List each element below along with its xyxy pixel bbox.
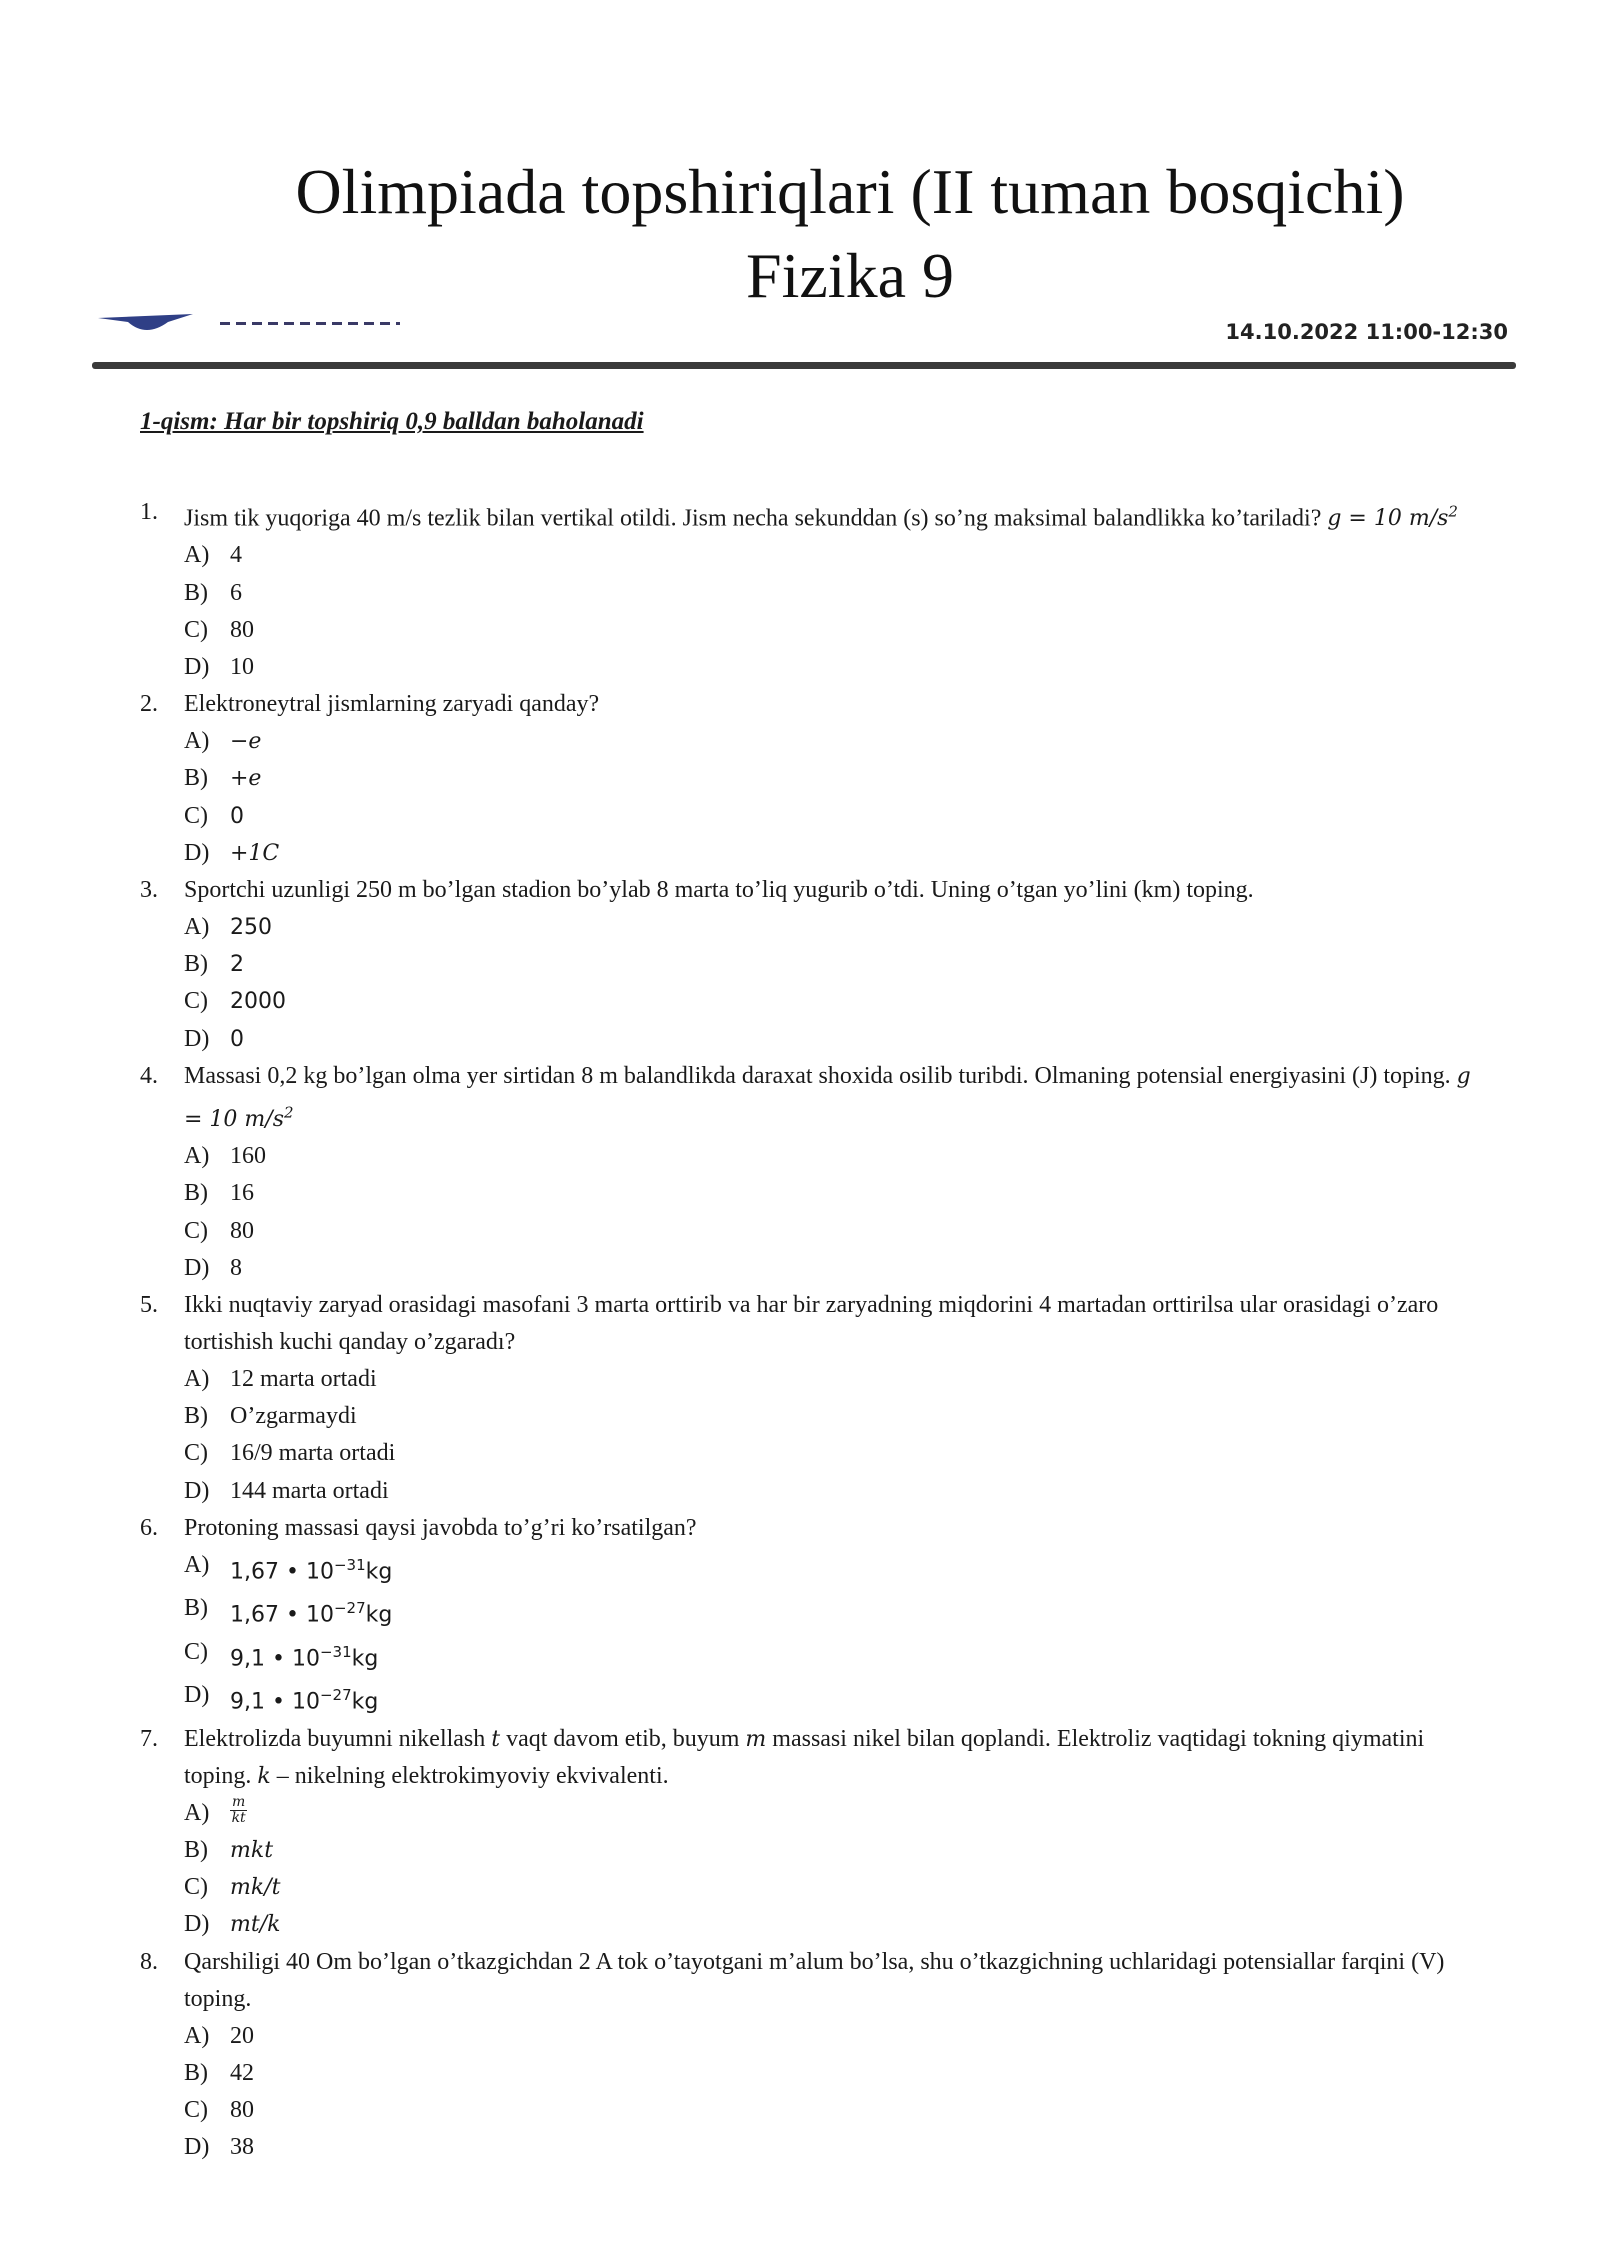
- question-5: [140, 1287, 1480, 1510]
- question-2: [140, 686, 1480, 872]
- question-4: [140, 1058, 1480, 1287]
- question-number: 1.: [140, 499, 158, 525]
- option-d[interactable]: D) 144 marta ortadi: [184, 1477, 389, 1504]
- question-number: 3.: [140, 876, 158, 903]
- section-title: 1-qism: Har bir topshiriq 0,9 balldan baholanadi: [140, 408, 644, 435]
- question-3: [140, 872, 1480, 1058]
- option-b[interactable]: B) 6: [184, 579, 242, 606]
- question-text: Qarshiligi 40 Om bo’lgan o’tkazgichdan 2 A tok o’tayotgani m’alum bo’lsa, shu o’tkazgichning uchlaridagi potensiallar farqini (V) toping.: [184, 1948, 1445, 2012]
- page-title: Olimpiada topshiriqlari (II tuman bosqichi): [295, 156, 1405, 227]
- option-b[interactable]: B) +e: [184, 765, 262, 792]
- question-text: Protoning massasi qaysi javobda to’g’ri ko’rsatilgan?: [184, 1514, 697, 1541]
- question-list: [140, 494, 1480, 2166]
- option-a[interactable]: A) 20: [184, 2022, 254, 2049]
- logo-icon: [98, 310, 193, 340]
- option-d[interactable]: D) 10: [184, 653, 254, 680]
- option-c[interactable]: C) 9,1 • $10^{-31}kg$: [184, 1638, 379, 1672]
- question-number: 6.: [140, 1514, 158, 1541]
- question-text: Elektrolizda buyumni nikellash t vaqt davom etib, buyum m massasi nikel bilan qoplandi. Elektroliz vaqtidagi tokning qiymatini toping. k – nikelning elektrokimyoviy ekvivalenti.: [184, 1725, 1425, 1789]
- option-b[interactable]: B) 42: [184, 2059, 254, 2086]
- exam-datetime: 14.10.2022 11:00-12:30: [1225, 320, 1508, 344]
- question-number: 5.: [140, 1291, 158, 1318]
- option-a[interactable]: A) 160: [184, 1143, 266, 1170]
- option-a[interactable]: A) $\frac{m}{kt}$: [140, 1795, 1480, 1832]
- question-text: Sportchi uzunligi 250 m bo’lgan stadion bo’ylab 8 marta to’liq yugurib o’tdi. Uning o’tgan yo’lini (km) toping.: [184, 876, 1254, 903]
- option-b[interactable]: B) mkt: [184, 1837, 274, 1864]
- question-8: [140, 1944, 1480, 2167]
- question-text: Elektroneytral jismlarning zaryadi qanday?: [184, 691, 600, 718]
- option-c[interactable]: C) 80: [184, 616, 254, 643]
- option-b[interactable]: B) 2: [184, 951, 244, 978]
- question-number: 2.: [140, 691, 158, 718]
- option-a[interactable]: A) 250: [184, 913, 272, 940]
- page-subtitle: Fizika 9: [746, 240, 954, 311]
- question-text: Jism tik yuqoriga 40 m/s tezlik bilan vertikal otildi. Jism necha sekunddan (s) so’ng maksimal balandlikka ko’tariladi? g = 10 $m/s^2$: [184, 503, 1458, 532]
- option-d[interactable]: D) +1C: [184, 839, 280, 866]
- question-number: 4.: [140, 1062, 158, 1089]
- option-c[interactable]: C) 2000: [184, 988, 286, 1015]
- header-rule: [92, 362, 1516, 369]
- option-c[interactable]: C) 16/9 marta ortadi: [184, 1440, 396, 1467]
- question-7: [140, 1721, 1480, 1944]
- option-d[interactable]: D) 0: [184, 1025, 244, 1052]
- question-number: 8.: [140, 1948, 158, 1975]
- question-text: Ikki nuqtaviy zaryad orasidagi masofani 3 marta orttirib va har bir zaryadning miqdorini 4 martadan orttirilsa ular orasidagi o’zaro tortishish kuchi qanday o’zgaradı?: [184, 1291, 1439, 1355]
- option-b[interactable]: B) O’zgarmaydi: [184, 1403, 357, 1430]
- option-a[interactable]: A) 12 marta ortadi: [184, 1365, 377, 1392]
- option-a[interactable]: A) 4: [184, 542, 242, 569]
- option-a[interactable]: A) 1,67 • $10^{-31}kg$: [184, 1551, 393, 1585]
- fraction: $\frac{m}{kt}$: [231, 1793, 246, 1826]
- question-6: [140, 1510, 1480, 1721]
- question-1: [140, 494, 1480, 686]
- formula: g = 10 $m/s^2$: [184, 1063, 1471, 1133]
- option-b[interactable]: B) 1,67 • $10^{-27}kg$: [184, 1595, 393, 1628]
- question-text: Massasi 0,2 kg bo’lgan olma yer sirtidan 8 m balandlikda daraxat shoxida osilib turibdi. Olmaning potensial energiyasini (J) toping. g = 10 $m/s^2$: [184, 1062, 1471, 1133]
- option-c[interactable]: C) 0: [184, 802, 244, 829]
- question-number: 7.: [140, 1725, 158, 1752]
- header-divider-dashes: [220, 322, 400, 325]
- option-c[interactable]: C) 80: [184, 2097, 254, 2124]
- option-b[interactable]: B) 16: [184, 1180, 254, 1207]
- option-d[interactable]: D) 8: [184, 1254, 242, 1281]
- option-d[interactable]: D) mt/k: [184, 1911, 281, 1938]
- option-a[interactable]: A) −e: [184, 728, 262, 755]
- option-c[interactable]: C) mk/t: [184, 1874, 281, 1901]
- option-c[interactable]: C) 80: [184, 1217, 254, 1244]
- option-d[interactable]: D) 9,1 • $10^{-27}kg$: [184, 1682, 379, 1715]
- option-d[interactable]: D) 38: [184, 2134, 254, 2161]
- formula: g = 10 $m/s^2$: [1327, 503, 1458, 532]
